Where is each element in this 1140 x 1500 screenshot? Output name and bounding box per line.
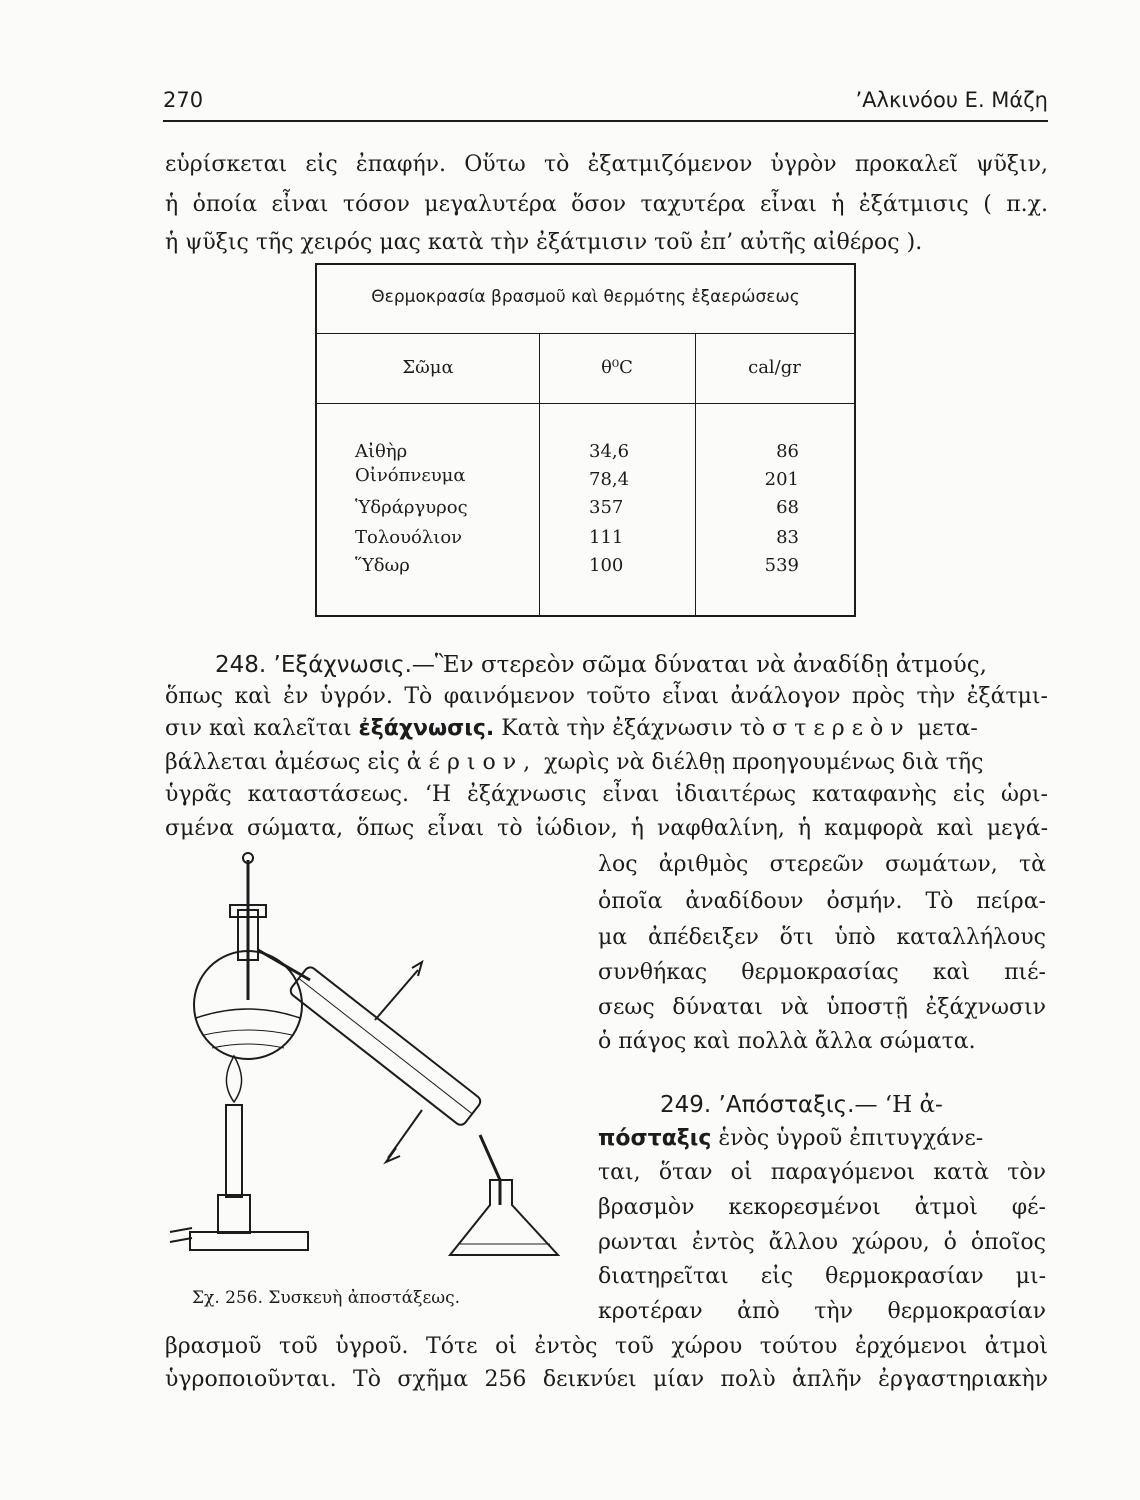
text-run: Κατὰ τὴν ἐξάχνωσιν τὸ bbox=[501, 716, 766, 741]
table-cell-substance: Τολουόλιον bbox=[355, 527, 463, 548]
page-number: 270 bbox=[163, 88, 204, 112]
section-248-column-line: ὁποῖα ἀναδίδουν ὀσμήν. Τὸ πείρα- bbox=[598, 889, 1046, 914]
section-249-line: ὑγροποιοῦνται. Τὸ σχῆμα 256 δεικνύει μίαν πολὺ ἁπλῆν ἐργαστηριακὴν bbox=[165, 1367, 1048, 1392]
intro-line: εὑρίσκεται εἰς ἐπαφήν. Οὕτω τὸ ἐξατμιζόμενον ὑγρὸν προκαλεῖ ψῦξιν, bbox=[165, 152, 1048, 177]
burner-valve bbox=[218, 1195, 250, 1233]
condenser-inner-tube bbox=[299, 978, 472, 1113]
table-header-substance: Σῶμα bbox=[402, 357, 454, 378]
table-rule bbox=[317, 333, 854, 334]
page-header bbox=[163, 86, 1048, 122]
section-248-line: ὅπως καὶ ἐν ὑγρόν. Τὸ φαινόμενον τοῦτο εἶναι ἀνάλογον πρὸς τὴν ἐξάτμι- bbox=[165, 684, 1048, 709]
section-249-line bbox=[598, 1124, 983, 1154]
burner-base bbox=[190, 1232, 308, 1250]
table-header-heat: cal/gr bbox=[748, 357, 801, 378]
running-head: ’Αλκινόου Ε. Μάζη bbox=[855, 88, 1048, 112]
term-distillation: πόσταξις bbox=[598, 1126, 712, 1151]
section-249-column-line: κροτέραν ἀπὸ τὴν θερμοκρασίαν bbox=[598, 1299, 1046, 1324]
table-rule bbox=[317, 403, 854, 404]
section-249-line: βρασμοῦ τοῦ ὑγροῦ. Τότε οἱ ἐντὸς τοῦ χώρου τούτου ἐρχόμενοι ἀτμοὶ bbox=[165, 1334, 1048, 1359]
section-248-line bbox=[215, 650, 987, 680]
table-cell-substance: Αἰθὴρ bbox=[355, 441, 408, 462]
section-249-column-line: ται, ὅταν οἱ παραγόμενοι κατὰ τὸν bbox=[598, 1160, 1046, 1185]
section-249-column-line: διατηρεῖται εἰς θερμοκρασίαν μι- bbox=[598, 1264, 1046, 1289]
section-248-line: σμένα σώματα, ὅπως εἶναι τὸ ἰώδιον, ἡ ναφθαλίνη, ἡ καμφορὰ καὶ μεγά- bbox=[165, 816, 1048, 841]
text-run: ἑνὸς ὑγροῦ ἐπιτυγχάνε- bbox=[718, 1126, 984, 1151]
section-248-column-line: ὁ πάγος καὶ πολλὰ ἄλλα σώματα. bbox=[598, 1029, 976, 1054]
gas-hose bbox=[170, 1228, 192, 1242]
intro-line: ἡ ὁποία εἶναι τόσον μεγαλυτέρα ὅσον ταχυτέρα εἶναι ἡ ἐξάτμισις ( π.χ. bbox=[165, 192, 1048, 217]
section-248-column-line: μα ἀπέδειξεν ὅτι ὑπὸ καταλλήλους bbox=[598, 925, 1046, 950]
table-cell-temperature: 100 bbox=[589, 555, 624, 576]
boiling-point-table bbox=[315, 263, 856, 617]
section-248-column-line: σεως δύναται νὰ ὑποστῇ ἐξάχνωσιν bbox=[598, 995, 1046, 1020]
table-cell-substance: Ὕδωρ bbox=[355, 555, 410, 576]
flame-icon bbox=[226, 1056, 241, 1102]
section-248-line: ὑγρᾶς καταστάσεως. ‘Η ἐξάχνωσις εἶναι ἰδιαιτέρως καταφανὴς εἰς ὡρι- bbox=[165, 782, 1048, 807]
table-cell-substance: Οἰνόπνευμα bbox=[355, 465, 466, 486]
table-cell-temperature: 357 bbox=[589, 497, 624, 518]
section-248-line bbox=[165, 714, 978, 744]
intro-line: ἡ ψῦξις τῆς χειρός μας κατὰ τὴν ἐξάτμισιν τοῦ ἐπ’ αὐτῆς αἰθέρος ). bbox=[165, 230, 923, 255]
liquid-surface bbox=[196, 1009, 300, 1018]
table-cell-temperature: 34,6 bbox=[589, 441, 630, 462]
table-caption: Θερμοκρασία βρασμοῦ καὶ θερμότης ἐξαερώσεως bbox=[371, 287, 800, 307]
section-248-text: —Ἓν στερεὸν σῶμα δύναται νὰ ἀναδίδῃ ἀτμούς, bbox=[411, 652, 987, 678]
text-run: σιν καὶ καλεῖται bbox=[165, 716, 352, 741]
section-248-heading: 248. ’Εξάχνωσις. bbox=[215, 652, 412, 678]
section-249-column-line: ρωνται ἐντὸς ἄλλου χώρου, ὁ ὁποῖος bbox=[598, 1230, 1046, 1255]
table-cell-heat: 83 bbox=[776, 527, 799, 548]
table-cell-temperature: 111 bbox=[589, 527, 624, 548]
section-249-text: — ‘Η ἀ- bbox=[854, 1092, 943, 1118]
section-248-column-line: συνθήκας θερμοκρασίας καὶ πιέ- bbox=[598, 960, 1046, 985]
burner-tube bbox=[226, 1105, 242, 1197]
section-249-column-line: βρασμὸν κεκορεσμένοι ἀτμοὶ φέ- bbox=[598, 1195, 1046, 1220]
table-header-temperature: θ⁰C bbox=[601, 357, 633, 378]
table-cell-heat: 201 bbox=[764, 469, 799, 490]
table-cell-heat: 68 bbox=[776, 497, 799, 518]
section-249-heading: 249. ’Απόσταξις. bbox=[660, 1092, 855, 1118]
figure-caption: Σχ. 256. Συσκευὴ ἀποστάξεως. bbox=[192, 1288, 461, 1308]
text-run: μετα- bbox=[917, 716, 978, 741]
table-cell-temperature: 78,4 bbox=[589, 469, 630, 490]
table-cell-substance: Ὑδράργυρος bbox=[355, 497, 468, 518]
section-248-line bbox=[165, 748, 983, 778]
water-outlet bbox=[375, 970, 418, 1020]
liquid-waves bbox=[204, 1030, 292, 1048]
text-run: βάλλεται ἀμέσως εἰς bbox=[165, 750, 400, 775]
condenser bbox=[288, 965, 482, 1127]
term-sublimation: ἐξάχνωσις. bbox=[358, 716, 495, 741]
spaced-term: ἀέριον, bbox=[406, 750, 538, 775]
distillation-apparatus-illustration bbox=[160, 850, 580, 1280]
section-249-line bbox=[660, 1090, 1048, 1120]
table-cell-heat: 86 bbox=[776, 441, 799, 462]
table-cell-heat: 539 bbox=[764, 555, 799, 576]
section-248-column-line: λος ἀριθμὸς στερεῶν σωμάτων, τὰ bbox=[598, 852, 1046, 877]
text-run: χωρὶς νὰ διέλθῃ προηγουμένως διὰ τῆς bbox=[544, 750, 984, 775]
spaced-term: στερεὸν bbox=[772, 716, 911, 741]
